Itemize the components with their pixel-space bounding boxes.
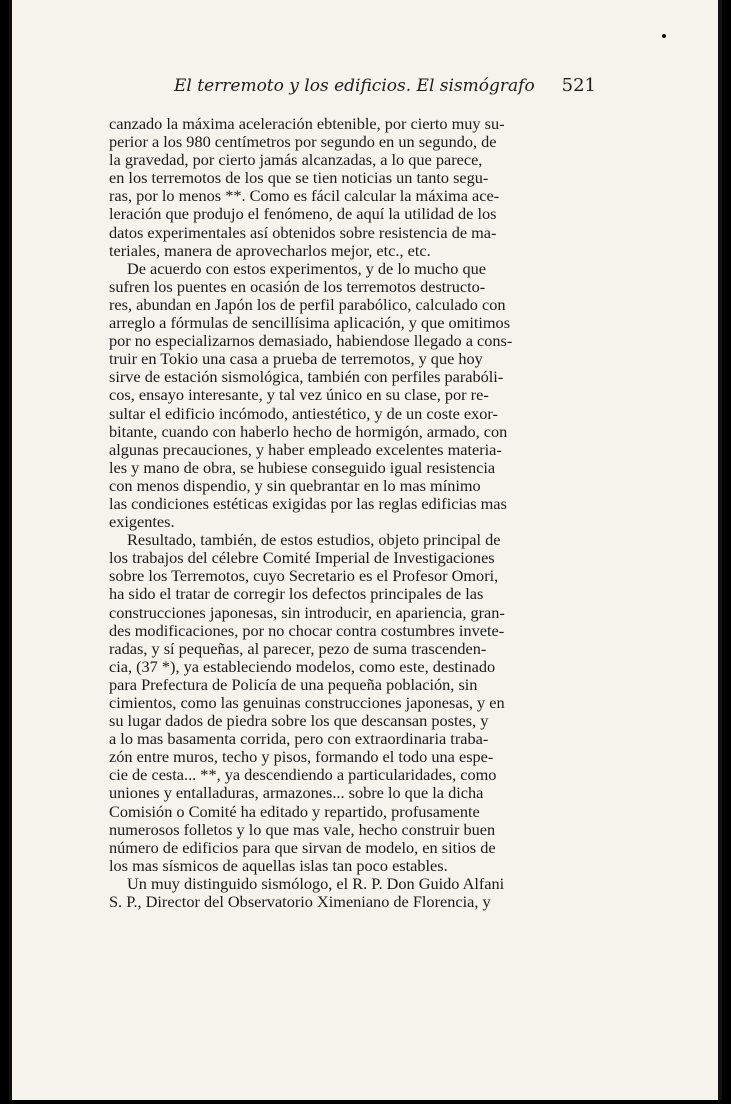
text-line: construcciones japonesas, sin introducir, en apariencia, gran- (109, 602, 505, 622)
text-line: ha sido el tratar de corregir los defectos principales de las (109, 584, 484, 604)
text-line: De acuerdo con estos experimentos, y de lo mucho que (127, 258, 486, 278)
paragraph (109, 531, 593, 875)
text-line: des modificaciones, por no chocar contra costumbres invete- (109, 620, 505, 640)
text-line: radas, y sí pequeñas, al parecer, pezo de suma trascenden- (109, 638, 487, 658)
text-line: les y mano de obra, se hubiese conseguido igual resistencia (109, 457, 496, 477)
ink-speck (662, 34, 666, 38)
text-line: exigentes. (109, 512, 175, 532)
text-line: bitante, cuando con haberlo hecho de hormigón, armado, con (109, 421, 508, 441)
text-line: a lo mas basamenta corrida, pero con extraordinaria traba- (109, 729, 489, 749)
text-line: en los terremotos de los que se tien noticias un tanto segu- (109, 168, 489, 188)
book-page (9, 0, 722, 1100)
running-header (108, 72, 596, 102)
text-line: cia, (37 *), ya estableciendo modelos, como este, destinado (109, 656, 496, 676)
text-line: sultar el edificio incómodo, antiestético, y de un coste exor- (109, 403, 498, 423)
text-line: su lugar dados de piedra sobre los que descansan postes, y (109, 711, 489, 731)
text-line: cie de cesta... **, ya descendiendo a particularidades, como (109, 765, 497, 785)
paragraph (109, 875, 593, 911)
text-line: los mas sísmicos de aquellas islas tan poco estables. (109, 855, 448, 875)
body-text (109, 115, 593, 911)
text-line: los trabajos del célebre Comité Imperial de Investigaciones (109, 548, 495, 568)
running-title: El terremoto y los edificios. El sismógrafo (174, 76, 535, 96)
text-line: cimientos, como las genuinas construcciones japonesas, y en (109, 693, 505, 712)
text-line: datos experimentales así obtenidos sobre resistencia de ma- (109, 222, 497, 242)
text-line: por no especializarnos demasiado, habiendose llegado a cons- (109, 331, 513, 351)
text-line: canzado la máxima aceleración ebtenible, por cierto muy su- (109, 114, 505, 133)
text-line: cos, ensayo interesante, y tal vez único en su clase, por re- (109, 385, 489, 405)
text-line: para Prefectura de Policía de una pequeña población, sin (109, 674, 478, 694)
paragraph (109, 115, 593, 260)
text-line: sobre los Terremotos, cuyo Secretario es el Profesor Omori, (109, 566, 499, 586)
text-line: número de edificios para que sirvan de modelo, en sitios de (109, 837, 496, 857)
text-line: la gravedad, por cierto jamás alcanzadas, a lo que parece, (109, 150, 483, 170)
paragraph (109, 260, 593, 531)
text-line: numerosos folletos y lo que mas vale, hecho construir buen (109, 819, 496, 839)
text-line: algunas precauciones, y haber empleado excelentes materia- (109, 439, 502, 459)
text-line: arreglo a fórmulas de sencillísima aplicación, y que omitimos (109, 313, 511, 333)
text-line: zón entre muros, techo y pisos, formando el todo una espe- (109, 747, 494, 767)
text-line: res, abundan en Japón los de perfil parabólico, calculado con (109, 294, 506, 314)
text-line: Resultado, también, de estos estudios, objeto principal de (127, 530, 501, 550)
text-line: S. P., Director del Observatorio Ximeniano de Florencia, y (109, 892, 491, 912)
text-line: las condiciones estéticas exigidas por las reglas edificias mas (109, 493, 507, 513)
page-number: 521 (561, 75, 596, 96)
text-line: con menos dispendio, y sin quebrantar en lo mas mínimo (109, 475, 481, 495)
text-line: Un muy distinguido sismólogo, el R. P. Don Guido Alfani (127, 873, 505, 893)
text-line: Comisión o Comité ha editado y repartido, profusamente (109, 801, 480, 821)
text-line: ras, por lo menos **. Como es fácil calcular la máxima ace- (109, 186, 500, 206)
text-line: uniones y entalladuras, armazones... sobre lo que la dicha (109, 783, 484, 803)
text-line: sufren los puentes en ocasión de los terremotos destructo- (109, 276, 486, 296)
text-line: perior a los 980 centímetros por segundo en un segundo, de (109, 132, 497, 152)
text-line: teriales, manera de aprovecharlos mejor, etc., etc. (109, 240, 431, 260)
text-line: sirve de estación sismológica, también con perfiles parabóli- (109, 367, 504, 387)
text-line: leración que produjo el fenómeno, de aquí la utilidad de los (109, 204, 497, 224)
text-line: truir en Tokio una casa a prueba de terremotos, y que hoy (109, 349, 483, 369)
